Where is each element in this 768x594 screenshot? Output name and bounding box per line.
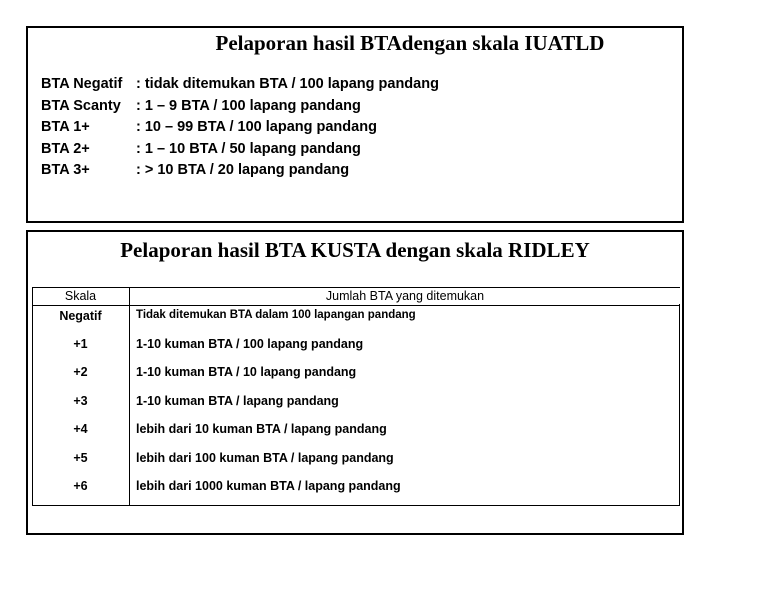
- table-cell-scale: +5: [73, 451, 88, 465]
- iuatld-row-desc: : > 10 BTA / 20 lapang pandang: [136, 162, 350, 178]
- table-cell-desc: 1-10 kuman BTA / 100 lapang pandang: [136, 337, 364, 351]
- iuatld-row-desc: : 1 – 10 BTA / 50 lapang pandang: [136, 140, 361, 157]
- table-column-divider: [129, 287, 130, 506]
- iuatld-row: [41, 74, 439, 96]
- iuatld-row-desc: : 1 – 9 BTA / 100 lapang pandang: [136, 97, 361, 114]
- table-cell-scale: +6: [73, 479, 88, 493]
- iuatld-row-label: BTA 3+: [41, 162, 90, 178]
- iuatld-panel: [26, 26, 684, 223]
- table-cell-scale: Negatif: [59, 309, 102, 323]
- iuatld-title: Pelaporan hasil BTAdengan skala IUATLD: [215, 31, 605, 55]
- iuatld-row-label: BTA Negatif: [41, 76, 123, 92]
- table-cell-desc: 1-10 kuman BTA / 10 lapang pandang: [136, 365, 357, 379]
- table-cell-scale: +2: [73, 365, 88, 379]
- ridley-title: Pelaporan hasil BTA KUSTA dengan skala RIDLEY: [120, 238, 590, 262]
- table-border-right: [679, 304, 680, 506]
- iuatld-row-desc: : tidak ditemukan BTA / 100 lapang pandang: [136, 76, 439, 92]
- iuatld-row-label: BTA 2+: [41, 140, 90, 157]
- iuatld-row-label: BTA 1+: [41, 119, 90, 135]
- table-cell-desc: lebih dari 10 kuman BTA / lapang pandang: [136, 422, 387, 436]
- iuatld-row-desc: : 10 – 99 BTA / 100 lapang pandang: [136, 119, 377, 135]
- table-cell-scale: +3: [73, 394, 88, 408]
- iuatld-row-label: BTA Scanty: [41, 97, 121, 114]
- table-cell-scale: +1: [73, 337, 88, 351]
- header-scale: Skala: [64, 289, 97, 303]
- table-border-bottom: [32, 505, 680, 506]
- iuatld-row: [41, 139, 439, 161]
- header-count: Jumlah BTA yang ditemukan: [325, 289, 485, 303]
- ridley-panel: [26, 230, 684, 535]
- table-cell-desc: lebih dari 100 kuman BTA / lapang pandang: [136, 451, 394, 465]
- iuatld-row: [41, 160, 439, 182]
- iuatld-list: [41, 74, 439, 182]
- table-cell-scale: +4: [73, 422, 88, 436]
- table-cell-desc: 1-10 kuman BTA / lapang pandang: [136, 394, 339, 408]
- ridley-table: [32, 287, 680, 506]
- table-cell-desc: Tidak ditemukan BTA dalam 100 lapangan pandang: [136, 309, 416, 321]
- table-cell-desc: lebih dari 1000 kuman BTA / lapang pandang: [136, 479, 401, 493]
- iuatld-row: [41, 96, 439, 118]
- iuatld-row: [41, 117, 439, 139]
